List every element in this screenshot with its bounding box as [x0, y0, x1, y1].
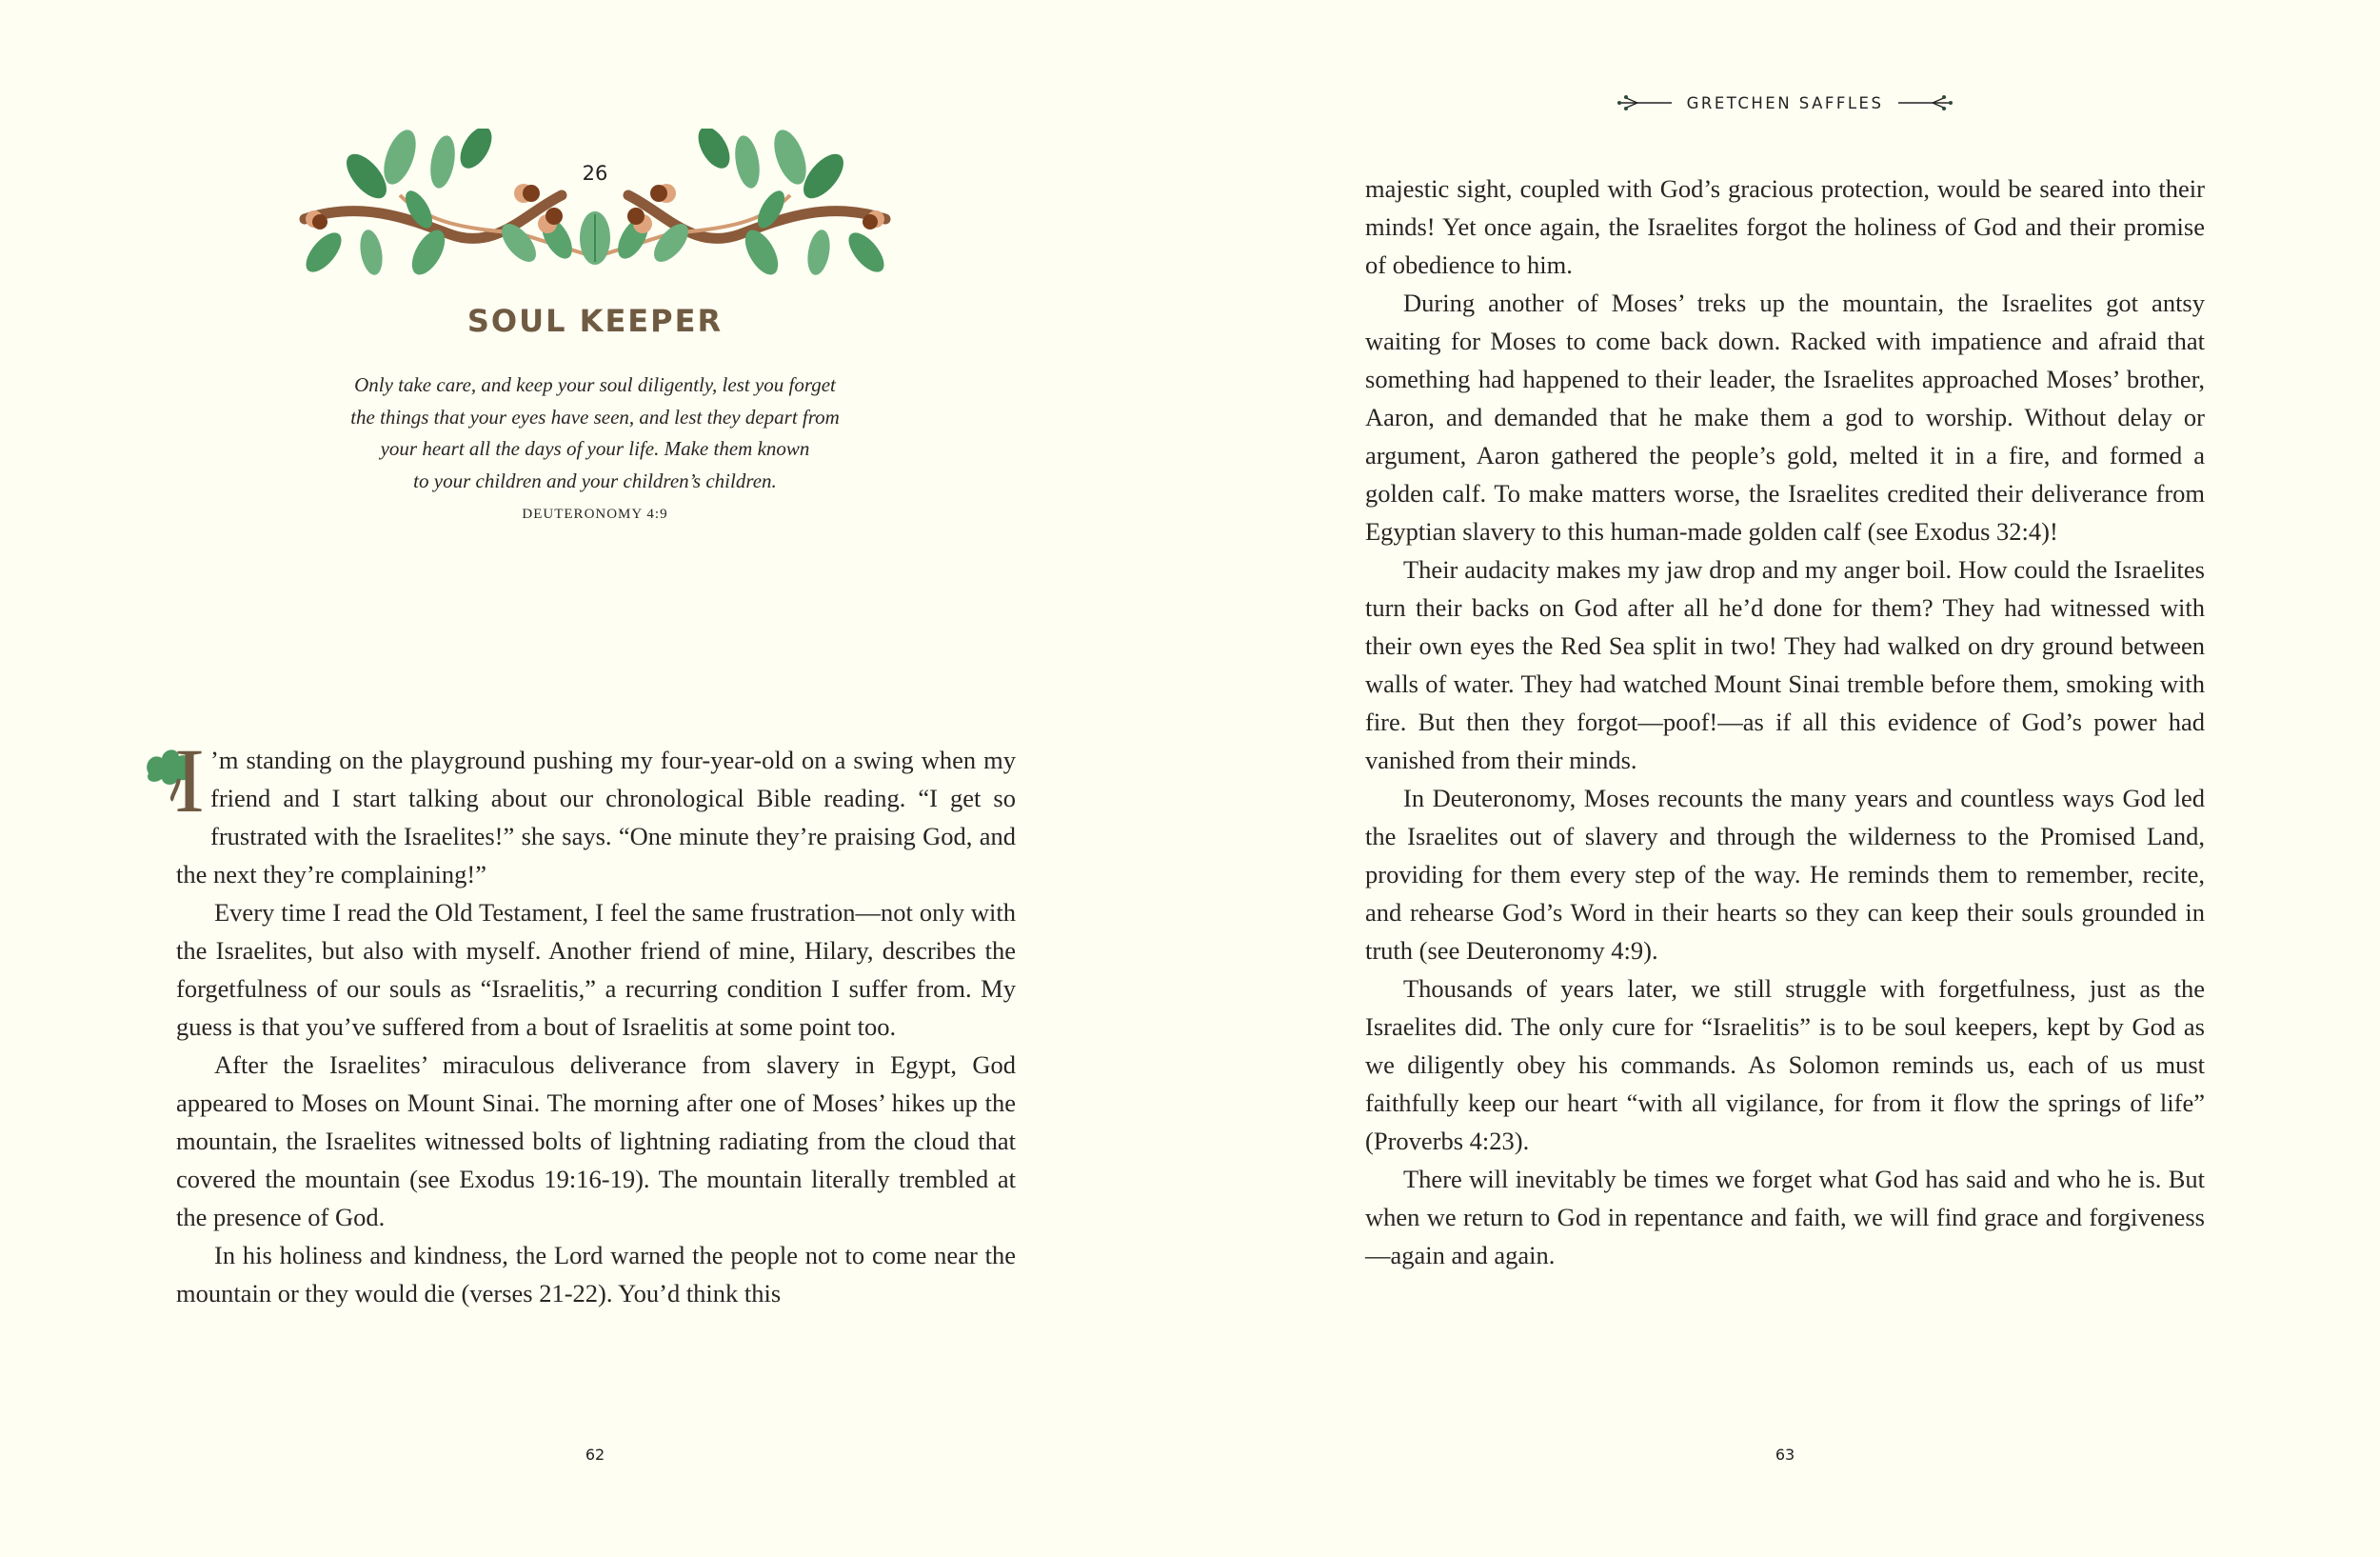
paragraph: In his holiness and kindness, the Lord warned the people not to come near the mountain or they would die (verses 21-22). You’d think this — [176, 1241, 1016, 1307]
dropcap — [146, 729, 205, 831]
running-head — [1190, 93, 2380, 112]
sprig-icon — [1616, 93, 1674, 112]
epigraph-line: Only take care, and keep your soul diligently, lest you forget — [354, 373, 836, 396]
paragraph: Their audacity makes my jaw drop and my anger boil. How could the Israelites turn their backs on God after all he’d done for them? They had witnessed with their own eyes the Red Sea split in two! They had walked on dry ground between walls of water. They had watched Mount Sinai tremble before them, smoking with fire. But then they forgot—poof!—as if all this evidence of God’s power had vanished from their minds. — [1365, 555, 2205, 774]
epigraph — [286, 369, 904, 497]
body-text-right — [1365, 170, 2205, 1274]
page-number: 63 — [1775, 1446, 1795, 1464]
chapter-title: SOUL KEEPER — [466, 303, 724, 339]
chapter-number: 26 — [582, 162, 608, 185]
paragraph: After the Israelites’ miraculous deliverance from slavery in Egypt, God appeared to Moses on Mount Sinai. The morning after one of Moses’ hikes up the mountain, the Israelites witnessed bolts of lightning radiating from the cloud that covered the mountain (see Exodus 19:16-19). The mountain literally trembled at the presence of God. — [176, 1050, 1016, 1231]
paragraph: During another of Moses’ treks up the mountain, the Israelites got antsy waiting for Moses to come back down. Racked with impatience and afraid that something had happened to their leader, the Israelites approached Moses’ brother, Aaron, and demanded that he make them a god to worship. Without delay or argument, Aaron gathered the people’s gold, melted it in a fire, and formed a golden calf. To make matters worse, the Israelites credited their deliverance from Egyptian slavery to this human-made golden calf (see Exodus 32:4)! — [1365, 289, 2205, 546]
oak-branch-ornament-icon — [286, 129, 904, 290]
author-name: GRETCHEN SAFFLES — [1686, 93, 1884, 112]
epigraph-reference: DEUTERONOMY 4:9 — [522, 507, 668, 522]
dropcap-letter: I — [174, 729, 205, 831]
epigraph-line: your heart all the days of your life. Make them known — [380, 437, 810, 460]
paragraph: Thousands of years later, we still struggle with forgetfulness, just as the Israelites did. The only cure for “Israelitis” is to be soul keepers, kept by God as we diligently obey his commands. As Solomon reminds us, each of us must faithfully keep our heart “with all vigilance, for from it flow the springs of life” (Proverbs 4:23). — [1365, 974, 2205, 1155]
epigraph-line: the things that your eyes have seen, and lest they depart from — [350, 405, 840, 429]
epigraph-line: to your children and your children’s children. — [413, 469, 777, 492]
paragraph: There will inevitably be times we forget what God has said and who he is. But when we return to God in repentance and faith, we will find grace and forgiveness—again and again. — [1365, 1165, 2205, 1269]
paragraph: ’m standing on the playground pushing my four-year-old on a swing when my friend and I start talking about our chronological Bible reading. “I get so frustrated with the Israelites!” she says. “One minute they’re praising God, and the next they’re complaining!” — [176, 746, 1016, 888]
paragraph: In Deuteronomy, Moses recounts the many years and countless ways God led the Israelites out of slavery and through the wilderness to the Promised Land, providing for them every step of the way. He reminds them to remember, recite, and rehearse God’s Word in their hearts so they can keep their souls grounded in truth (see Deuteronomy 4:9). — [1365, 784, 2205, 965]
paragraph: majestic sight, coupled with God’s gracious protection, would be seared into their minds! Yet once again, the Israelites forgot the holiness of God and their promise of obedience to him. — [1365, 174, 2205, 279]
sprig-icon — [1896, 93, 1954, 112]
right-page — [1190, 0, 2380, 1557]
page-number: 62 — [585, 1446, 605, 1464]
body-text-left — [174, 729, 1016, 1312]
paragraph: Every time I read the Old Testament, I feel the same frustration—not only with the Israelites, but also with myself. Another friend of mine, Hilary, describes the forgetfulness of our souls as “Israelitis,” a recurring condition I suffer from. My guess is that you’ve suffered from a bout of Israelitis at some point too. — [176, 898, 1016, 1041]
